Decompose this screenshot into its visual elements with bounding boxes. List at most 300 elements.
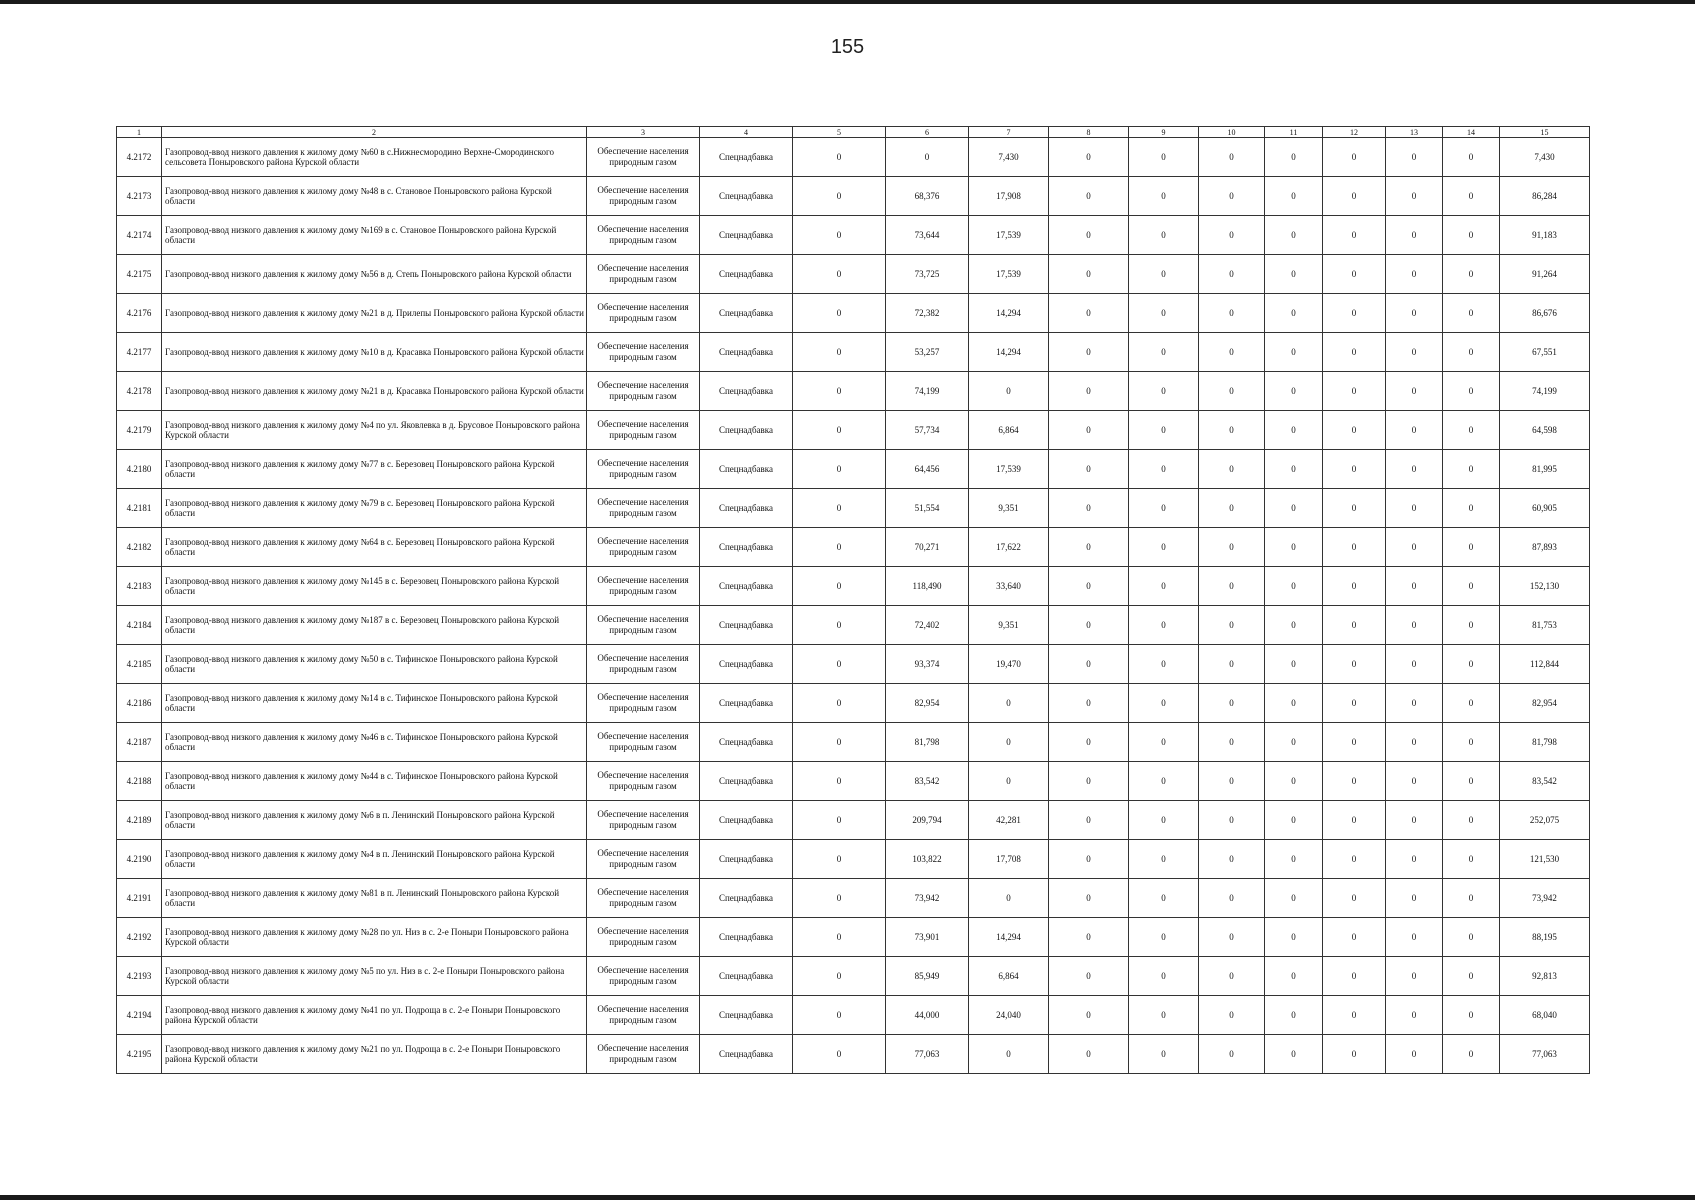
cell-purpose: Обеспечение населения природным газом <box>587 801 700 840</box>
table-row <box>117 294 1590 333</box>
cell-value-col-13: 0 <box>1386 996 1443 1035</box>
column-header-12: 12 <box>1323 127 1386 138</box>
cell-value-col-8: 0 <box>1049 372 1129 411</box>
cell-purpose: Обеспечение населения природным газом <box>587 489 700 528</box>
cell-value-col-11: 0 <box>1265 372 1323 411</box>
cell-value-col-13: 0 <box>1386 489 1443 528</box>
cell-row-id: 4.2188 <box>117 762 162 801</box>
cell-value-col-5: 0 <box>793 957 886 996</box>
cell-value-col-7: 0 <box>969 684 1049 723</box>
cell-value-col-5: 0 <box>793 996 886 1035</box>
cell-row-id: 4.2191 <box>117 879 162 918</box>
cell-value-col-10: 0 <box>1199 177 1265 216</box>
cell-value-col-10: 0 <box>1199 684 1265 723</box>
table-row <box>117 684 1590 723</box>
cell-row-id: 4.2174 <box>117 216 162 255</box>
cell-value-col-7: 6,864 <box>969 957 1049 996</box>
cell-value-col-9: 0 <box>1129 840 1199 879</box>
cell-value-col-11: 0 <box>1265 489 1323 528</box>
cell-row-id: 4.2186 <box>117 684 162 723</box>
cell-value-col-8: 0 <box>1049 411 1129 450</box>
cell-value-col-12: 0 <box>1323 255 1386 294</box>
cell-value-col-11: 0 <box>1265 684 1323 723</box>
cell-value-col-8: 0 <box>1049 1035 1129 1074</box>
cell-purpose: Обеспечение населения природным газом <box>587 762 700 801</box>
cell-value-col-7: 0 <box>969 372 1049 411</box>
cell-value-col-5: 0 <box>793 216 886 255</box>
cell-value-col-13: 0 <box>1386 255 1443 294</box>
cell-value-col-7: 0 <box>969 879 1049 918</box>
cell-object-name: Газопровод-ввод низкого давления к жилому дому №48 в с. Становое Поныровского района Курской области <box>162 177 587 216</box>
cell-object-name: Газопровод-ввод низкого давления к жилому дому №81 в п. Ленинский Поныровского района Курской области <box>162 879 587 918</box>
cell-object-name: Газопровод-ввод низкого давления к жилому дому №60 в с.Нижнесмородино Верхне-Смородинского сельсовета Поныровского района Курской области <box>162 138 587 177</box>
cell-value-col-10: 0 <box>1199 996 1265 1035</box>
cell-value-col-11: 0 <box>1265 177 1323 216</box>
cell-value-col-13: 0 <box>1386 957 1443 996</box>
cell-value-col-14: 0 <box>1443 996 1500 1035</box>
cell-row-id: 4.2180 <box>117 450 162 489</box>
cell-funding-source: Спецнадбавка <box>700 723 793 762</box>
cell-row-id: 4.2183 <box>117 567 162 606</box>
cell-object-name: Газопровод-ввод низкого давления к жилому дому №56 в д. Степь Поныровского района Курской области <box>162 255 587 294</box>
cell-object-name: Газопровод-ввод низкого давления к жилому дому №46 в с. Тифинское Поныровского района Курской области <box>162 723 587 762</box>
cell-value-col-9: 0 <box>1129 762 1199 801</box>
cell-purpose: Обеспечение населения природным газом <box>587 255 700 294</box>
cell-total-value: 121,530 <box>1500 840 1590 879</box>
cell-value-col-11: 0 <box>1265 294 1323 333</box>
cell-value-col-12: 0 <box>1323 606 1386 645</box>
cell-value-col-11: 0 <box>1265 879 1323 918</box>
cell-value-col-14: 0 <box>1443 333 1500 372</box>
cell-value-col-10: 0 <box>1199 762 1265 801</box>
cell-value-col-8: 0 <box>1049 489 1129 528</box>
cell-total-value: 112,844 <box>1500 645 1590 684</box>
cell-row-id: 4.2195 <box>117 1035 162 1074</box>
cell-purpose: Обеспечение населения природным газом <box>587 567 700 606</box>
cell-value-col-5: 0 <box>793 372 886 411</box>
cell-row-id: 4.2175 <box>117 255 162 294</box>
cell-total-value: 81,798 <box>1500 723 1590 762</box>
cell-funding-source: Спецнадбавка <box>700 957 793 996</box>
cell-funding-source: Спецнадбавка <box>700 840 793 879</box>
cell-value-col-12: 0 <box>1323 333 1386 372</box>
cell-value-col-10: 0 <box>1199 1035 1265 1074</box>
cell-purpose: Обеспечение населения природным газом <box>587 918 700 957</box>
cell-value-col-9: 0 <box>1129 918 1199 957</box>
cell-value-col-14: 0 <box>1443 411 1500 450</box>
cell-value-col-10: 0 <box>1199 528 1265 567</box>
cell-value-col-7: 9,351 <box>969 606 1049 645</box>
cell-value-col-10: 0 <box>1199 606 1265 645</box>
scan-top-edge <box>0 0 1695 4</box>
header-row <box>117 127 1590 138</box>
cell-value-col-13: 0 <box>1386 567 1443 606</box>
cell-value-col-8: 0 <box>1049 996 1129 1035</box>
cell-value-col-7: 7,430 <box>969 138 1049 177</box>
cell-value-col-9: 0 <box>1129 255 1199 294</box>
cell-value-col-10: 0 <box>1199 255 1265 294</box>
table-row <box>117 528 1590 567</box>
cell-value-col-12: 0 <box>1323 411 1386 450</box>
table-row <box>117 723 1590 762</box>
cell-value-col-6: 70,271 <box>886 528 969 567</box>
cell-value-col-5: 0 <box>793 684 886 723</box>
cell-object-name: Газопровод-ввод низкого давления к жилому дому №77 в с. Березовец Поныровского района Курской области <box>162 450 587 489</box>
cell-value-col-11: 0 <box>1265 996 1323 1035</box>
cell-object-name: Газопровод-ввод низкого давления к жилому дому №169 в с. Становое Поныровского района Курской области <box>162 216 587 255</box>
cell-value-col-9: 0 <box>1129 294 1199 333</box>
cell-value-col-12: 0 <box>1323 450 1386 489</box>
cell-value-col-12: 0 <box>1323 762 1386 801</box>
cell-value-col-7: 17,539 <box>969 450 1049 489</box>
cell-value-col-13: 0 <box>1386 372 1443 411</box>
cell-value-col-6: 51,554 <box>886 489 969 528</box>
cell-value-col-10: 0 <box>1199 138 1265 177</box>
cell-value-col-14: 0 <box>1443 879 1500 918</box>
cell-value-col-8: 0 <box>1049 840 1129 879</box>
cell-total-value: 91,264 <box>1500 255 1590 294</box>
cell-value-col-10: 0 <box>1199 801 1265 840</box>
cell-value-col-6: 118,490 <box>886 567 969 606</box>
cell-purpose: Обеспечение населения природным газом <box>587 645 700 684</box>
cell-total-value: 7,430 <box>1500 138 1590 177</box>
cell-value-col-11: 0 <box>1265 840 1323 879</box>
cell-value-col-10: 0 <box>1199 918 1265 957</box>
column-header-13: 13 <box>1386 127 1443 138</box>
cell-value-col-10: 0 <box>1199 723 1265 762</box>
cell-value-col-9: 0 <box>1129 645 1199 684</box>
cell-value-col-14: 0 <box>1443 645 1500 684</box>
cell-purpose: Обеспечение населения природным газом <box>587 1035 700 1074</box>
cell-value-col-12: 0 <box>1323 645 1386 684</box>
cell-value-col-13: 0 <box>1386 762 1443 801</box>
cell-value-col-6: 57,734 <box>886 411 969 450</box>
cell-object-name: Газопровод-ввод низкого давления к жилому дому №10 в д. Красавка Поныровского района Курской области <box>162 333 587 372</box>
cell-value-col-6: 68,376 <box>886 177 969 216</box>
cell-value-col-5: 0 <box>793 762 886 801</box>
cell-row-id: 4.2192 <box>117 918 162 957</box>
cell-value-col-7: 42,281 <box>969 801 1049 840</box>
table-row <box>117 645 1590 684</box>
cell-value-col-6: 72,402 <box>886 606 969 645</box>
cell-purpose: Обеспечение населения природным газом <box>587 879 700 918</box>
cell-funding-source: Спецнадбавка <box>700 879 793 918</box>
cell-funding-source: Спецнадбавка <box>700 294 793 333</box>
cell-total-value: 74,199 <box>1500 372 1590 411</box>
cell-value-col-7: 9,351 <box>969 489 1049 528</box>
cell-total-value: 81,995 <box>1500 450 1590 489</box>
table-row <box>117 411 1590 450</box>
table-row <box>117 255 1590 294</box>
cell-total-value: 92,813 <box>1500 957 1590 996</box>
column-header-10: 10 <box>1199 127 1265 138</box>
cell-funding-source: Спецнадбавка <box>700 606 793 645</box>
table-row <box>117 333 1590 372</box>
cell-value-col-11: 0 <box>1265 567 1323 606</box>
cell-value-col-7: 17,539 <box>969 255 1049 294</box>
table-row <box>117 138 1590 177</box>
cell-value-col-13: 0 <box>1386 216 1443 255</box>
cell-value-col-14: 0 <box>1443 489 1500 528</box>
cell-funding-source: Спецнадбавка <box>700 1035 793 1074</box>
cell-value-col-6: 209,794 <box>886 801 969 840</box>
cell-value-col-5: 0 <box>793 411 886 450</box>
cell-value-col-5: 0 <box>793 645 886 684</box>
cell-funding-source: Спецнадбавка <box>700 450 793 489</box>
cell-value-col-8: 0 <box>1049 957 1129 996</box>
cell-value-col-8: 0 <box>1049 216 1129 255</box>
cell-funding-source: Спецнадбавка <box>700 255 793 294</box>
cell-object-name: Газопровод-ввод низкого давления к жилому дому №28 по ул. Низ в с. 2-е Поныри Поныровского района Курской области <box>162 918 587 957</box>
cell-value-col-7: 0 <box>969 1035 1049 1074</box>
cell-purpose: Обеспечение населения природным газом <box>587 528 700 567</box>
column-header-11: 11 <box>1265 127 1323 138</box>
table-row <box>117 957 1590 996</box>
cell-value-col-13: 0 <box>1386 606 1443 645</box>
cell-object-name: Газопровод-ввод низкого давления к жилому дому №187 в с. Березовец Поныровского района Курской области <box>162 606 587 645</box>
cell-value-col-11: 0 <box>1265 528 1323 567</box>
cell-purpose: Обеспечение населения природным газом <box>587 450 700 489</box>
cell-total-value: 252,075 <box>1500 801 1590 840</box>
cell-value-col-11: 0 <box>1265 138 1323 177</box>
cell-value-col-14: 0 <box>1443 1035 1500 1074</box>
cell-object-name: Газопровод-ввод низкого давления к жилому дому №50 в с. Тифинское Поныровского района Курской области <box>162 645 587 684</box>
cell-purpose: Обеспечение населения природным газом <box>587 606 700 645</box>
cell-value-col-9: 0 <box>1129 489 1199 528</box>
cell-value-col-13: 0 <box>1386 528 1443 567</box>
cell-purpose: Обеспечение населения природным газом <box>587 723 700 762</box>
cell-value-col-14: 0 <box>1443 762 1500 801</box>
cell-value-col-14: 0 <box>1443 450 1500 489</box>
cell-funding-source: Спецнадбавка <box>700 567 793 606</box>
cell-row-id: 4.2193 <box>117 957 162 996</box>
column-header-8: 8 <box>1049 127 1129 138</box>
cell-funding-source: Спецнадбавка <box>700 177 793 216</box>
cell-value-col-5: 0 <box>793 801 886 840</box>
cell-value-col-8: 0 <box>1049 177 1129 216</box>
cell-value-col-5: 0 <box>793 723 886 762</box>
cell-row-id: 4.2187 <box>117 723 162 762</box>
cell-value-col-11: 0 <box>1265 450 1323 489</box>
cell-total-value: 82,954 <box>1500 684 1590 723</box>
cell-value-col-6: 72,382 <box>886 294 969 333</box>
cell-row-id: 4.2194 <box>117 996 162 1035</box>
cell-value-col-13: 0 <box>1386 684 1443 723</box>
cell-value-col-13: 0 <box>1386 645 1443 684</box>
cell-value-col-5: 0 <box>793 606 886 645</box>
cell-value-col-12: 0 <box>1323 528 1386 567</box>
cell-value-col-6: 93,374 <box>886 645 969 684</box>
cell-value-col-11: 0 <box>1265 333 1323 372</box>
cell-value-col-7: 17,708 <box>969 840 1049 879</box>
cell-total-value: 91,183 <box>1500 216 1590 255</box>
cell-funding-source: Спецнадбавка <box>700 216 793 255</box>
cell-value-col-6: 73,644 <box>886 216 969 255</box>
cell-value-col-5: 0 <box>793 489 886 528</box>
cell-funding-source: Спецнадбавка <box>700 996 793 1035</box>
cell-purpose: Обеспечение населения природным газом <box>587 138 700 177</box>
cell-purpose: Обеспечение населения природным газом <box>587 411 700 450</box>
table-row <box>117 840 1590 879</box>
cell-value-col-6: 82,954 <box>886 684 969 723</box>
cell-value-col-14: 0 <box>1443 684 1500 723</box>
cell-funding-source: Спецнадбавка <box>700 801 793 840</box>
cell-total-value: 86,676 <box>1500 294 1590 333</box>
cell-value-col-9: 0 <box>1129 372 1199 411</box>
cell-value-col-13: 0 <box>1386 450 1443 489</box>
cell-value-col-10: 0 <box>1199 294 1265 333</box>
cell-value-col-6: 64,456 <box>886 450 969 489</box>
cell-value-col-8: 0 <box>1049 255 1129 294</box>
cell-value-col-7: 24,040 <box>969 996 1049 1035</box>
cell-funding-source: Спецнадбавка <box>700 762 793 801</box>
cell-object-name: Газопровод-ввод низкого давления к жилому дому №4 в п. Ленинский Поныровского района Курской области <box>162 840 587 879</box>
cell-row-id: 4.2172 <box>117 138 162 177</box>
cell-value-col-9: 0 <box>1129 528 1199 567</box>
cell-value-col-5: 0 <box>793 567 886 606</box>
cell-total-value: 60,905 <box>1500 489 1590 528</box>
cell-value-col-7: 0 <box>969 762 1049 801</box>
cell-value-col-9: 0 <box>1129 879 1199 918</box>
cell-value-col-5: 0 <box>793 918 886 957</box>
table-row <box>117 567 1590 606</box>
cell-value-col-10: 0 <box>1199 567 1265 606</box>
cell-funding-source: Спецнадбавка <box>700 333 793 372</box>
cell-value-col-6: 83,542 <box>886 762 969 801</box>
cell-value-col-9: 0 <box>1129 606 1199 645</box>
table-row <box>117 879 1590 918</box>
column-header-2: 2 <box>162 127 587 138</box>
cell-value-col-14: 0 <box>1443 372 1500 411</box>
cell-value-col-12: 0 <box>1323 372 1386 411</box>
cell-total-value: 67,551 <box>1500 333 1590 372</box>
cell-value-col-7: 14,294 <box>969 918 1049 957</box>
cell-object-name: Газопровод-ввод низкого давления к жилому дому №21 по ул. Подроща в с. 2-е Поныри Поныровского района Курской области <box>162 1035 587 1074</box>
cell-value-col-14: 0 <box>1443 606 1500 645</box>
cell-value-col-12: 0 <box>1323 684 1386 723</box>
column-header-4: 4 <box>700 127 793 138</box>
cell-row-id: 4.2184 <box>117 606 162 645</box>
cell-value-col-8: 0 <box>1049 801 1129 840</box>
table-row <box>117 996 1590 1035</box>
scan-bottom-edge <box>0 1195 1695 1200</box>
table-row <box>117 801 1590 840</box>
cell-value-col-5: 0 <box>793 255 886 294</box>
cell-object-name: Газопровод-ввод низкого давления к жилому дому №79 в с. Березовец Поныровского района Курской области <box>162 489 587 528</box>
cell-value-col-12: 0 <box>1323 216 1386 255</box>
cell-value-col-8: 0 <box>1049 450 1129 489</box>
cell-value-col-8: 0 <box>1049 918 1129 957</box>
cell-value-col-8: 0 <box>1049 606 1129 645</box>
cell-value-col-7: 6,864 <box>969 411 1049 450</box>
cell-value-col-14: 0 <box>1443 723 1500 762</box>
cell-funding-source: Спецнадбавка <box>700 372 793 411</box>
cell-value-col-6: 44,000 <box>886 996 969 1035</box>
cell-value-col-5: 0 <box>793 840 886 879</box>
cell-row-id: 4.2181 <box>117 489 162 528</box>
cell-value-col-9: 0 <box>1129 333 1199 372</box>
cell-purpose: Обеспечение населения природным газом <box>587 684 700 723</box>
cell-value-col-5: 0 <box>793 333 886 372</box>
cell-value-col-10: 0 <box>1199 957 1265 996</box>
cell-value-col-12: 0 <box>1323 177 1386 216</box>
cell-funding-source: Спецнадбавка <box>700 411 793 450</box>
cell-value-col-5: 0 <box>793 1035 886 1074</box>
cell-value-col-8: 0 <box>1049 567 1129 606</box>
cell-value-col-12: 0 <box>1323 138 1386 177</box>
table-row <box>117 177 1590 216</box>
cell-value-col-11: 0 <box>1265 1035 1323 1074</box>
cell-value-col-14: 0 <box>1443 801 1500 840</box>
cell-total-value: 86,284 <box>1500 177 1590 216</box>
column-header-9: 9 <box>1129 127 1199 138</box>
cell-value-col-7: 14,294 <box>969 333 1049 372</box>
cell-value-col-9: 0 <box>1129 723 1199 762</box>
cell-total-value: 64,598 <box>1500 411 1590 450</box>
cell-purpose: Обеспечение населения природным газом <box>587 996 700 1035</box>
cell-value-col-8: 0 <box>1049 879 1129 918</box>
cell-value-col-12: 0 <box>1323 801 1386 840</box>
cell-row-id: 4.2182 <box>117 528 162 567</box>
column-header-1: 1 <box>117 127 162 138</box>
column-header-6: 6 <box>886 127 969 138</box>
cell-purpose: Обеспечение населения природным газом <box>587 216 700 255</box>
cell-value-col-14: 0 <box>1443 840 1500 879</box>
cell-value-col-8: 0 <box>1049 684 1129 723</box>
cell-value-col-12: 0 <box>1323 879 1386 918</box>
cell-value-col-9: 0 <box>1129 1035 1199 1074</box>
cell-purpose: Обеспечение населения природным газом <box>587 294 700 333</box>
cell-value-col-7: 17,622 <box>969 528 1049 567</box>
column-header-3: 3 <box>587 127 700 138</box>
cell-funding-source: Спецнадбавка <box>700 684 793 723</box>
cell-value-col-6: 81,798 <box>886 723 969 762</box>
cell-value-col-12: 0 <box>1323 294 1386 333</box>
cell-object-name: Газопровод-ввод низкого давления к жилому дому №21 в д. Прилепы Поныровского района Курской области <box>162 294 587 333</box>
cell-value-col-8: 0 <box>1049 333 1129 372</box>
cell-value-col-5: 0 <box>793 138 886 177</box>
cell-object-name: Газопровод-ввод низкого давления к жилому дому №44 в с. Тифинское Поныровского района Курской области <box>162 762 587 801</box>
cell-value-col-14: 0 <box>1443 255 1500 294</box>
cell-value-col-7: 33,640 <box>969 567 1049 606</box>
cell-value-col-12: 0 <box>1323 996 1386 1035</box>
column-header-5: 5 <box>793 127 886 138</box>
cell-value-col-9: 0 <box>1129 411 1199 450</box>
cell-value-col-6: 85,949 <box>886 957 969 996</box>
cell-value-col-11: 0 <box>1265 918 1323 957</box>
cell-value-col-11: 0 <box>1265 645 1323 684</box>
cell-row-id: 4.2178 <box>117 372 162 411</box>
cell-value-col-6: 103,822 <box>886 840 969 879</box>
cell-total-value: 152,130 <box>1500 567 1590 606</box>
table-row <box>117 216 1590 255</box>
cell-value-col-10: 0 <box>1199 216 1265 255</box>
cell-value-col-9: 0 <box>1129 138 1199 177</box>
cell-value-col-13: 0 <box>1386 840 1443 879</box>
cell-value-col-8: 0 <box>1049 528 1129 567</box>
cell-total-value: 88,195 <box>1500 918 1590 957</box>
cell-value-col-14: 0 <box>1443 528 1500 567</box>
cell-value-col-12: 0 <box>1323 723 1386 762</box>
cell-value-col-13: 0 <box>1386 177 1443 216</box>
column-header-14: 14 <box>1443 127 1500 138</box>
table-row <box>117 450 1590 489</box>
cell-value-col-14: 0 <box>1443 177 1500 216</box>
table-row <box>117 1035 1590 1074</box>
cell-value-col-10: 0 <box>1199 645 1265 684</box>
cell-purpose: Обеспечение населения природным газом <box>587 957 700 996</box>
table-row <box>117 606 1590 645</box>
